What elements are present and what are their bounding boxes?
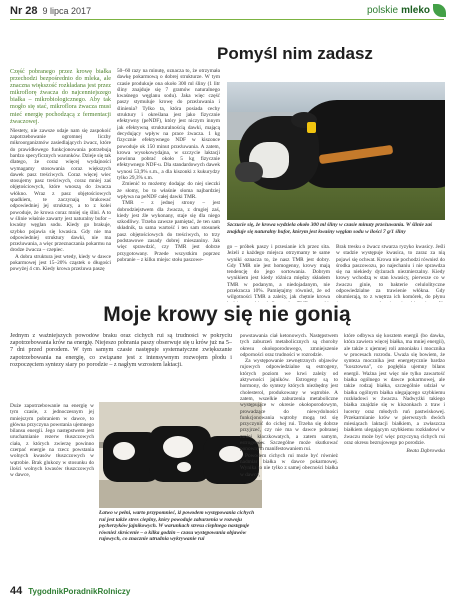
paragraph: 50–60 razy na minutę, oznacza to, że otrzymała dawkę pokarmową o dobrej strukturze. W tym czasie produkuje ona około 300 ml śliny (1 litr śliny znajduje się 7 gramów naturalnego kwaśnego węglanu sodu). Jaka więc część paszy stymuluje krowę do przeżuwania i ślinienia? Tylko ta, która posiada cechy struktury i określana jest jako fizycznie efektywny (peNDF), który jest niczym innym jak efektywną strukturalnością dawki, mającą decydujący wpływ na prace żwacza. 1 kg fizycznie efektywnego NDF w kiszonce powoduje ok 150 minut przeżuwania. A zatem, krowa wysokowydajna, w szczycie laktacji powinna pobrać około 5 kg fizycznie efektywnego NDF-u. Dla standardowych dawek wynosi 53,9% s.m., a dla kiszonki z kukurydzy tylko 29,3% s.m. — [117, 68, 220, 182]
paragraph: Zmienić to możemy dodając do niej sieczki ze słomy, bo to właśnie słoma najbardziej wpływa na peNDF całej dawki TMR. — [117, 181, 220, 200]
paragraph: TMR – z jednej strony – jest dobrodziejstwem dla żwacza, z drugiej zaś, kiedy jest źle wykonany, staje się dla niego szkodliwy. Trzeba zawsze pamiętać, że ten sam składnik, ta sama wartość i ten sam stosunek pasz objętościowych do treściwych, to trzy podstawowe zasady dobrej mieszaniny. Jak więc sprawdzić, czy TMR jest dobrze przygotowany. Przede wszystkim poprzez pobranie – z kilku miejsc stołu paszowe- — [117, 200, 220, 263]
section-brand — [367, 4, 446, 17]
article2-column-3 — [344, 333, 445, 581]
paragraph: które odbywa się kosztem energii (bo dawka, która zawiera więcej białka, ma mniej energii), ale także z ujemnej roli amoniaku i mocznika w procesach rozrodu. Uważa się bowiem, że synteza mocznika jest energetycznie bardzo "kosztowna", co pogłębia ujemny bilans energii. Ważna jest więc nie tylko zawartość białka ogólnego w dawce pokarmowej, ale także rodzaj białka, szczególnie udział w białku ogólnym białka ulegającego szybkiemu rozkładowi w żwaczu. Nadwyżki takiego białka znajdzie się w kiszonkach z traw i lucerny oraz młodych ruń pastwiskowej. Przekarmianie krów w pierwszych dwóch miesiącach laktacji białkiem, a zwłaszcza białkiem ulegającym szybkiemu rozkładowi w żwaczu może być więc przyczyną cichych rui oraz okresu bezrujowego po porodzie. — [344, 333, 445, 447]
paragraph: Powodem cichych rui może być również nadmiar białka w dawce pokarmowej. Wynika to nie tylko z samej obecności białka w dawce, — [240, 452, 338, 478]
article1-photo-caption: Szczucie się, że krowa wydziela około 300 ml śliny w czasie minuty przeżuwania. W ślinie zaś znajduje się naturalny bufor, którym jest kwaśny węglan sodu w ilości 7 g/1 śliny — [227, 222, 433, 235]
article2-photo-herd — [99, 402, 262, 508]
article2-signature: Beata Dąbrowska — [406, 448, 445, 455]
article2-title: Moje krowy się nie gonią — [103, 303, 351, 326]
article2-column-1 — [10, 403, 94, 581]
magazine-name: TygodnikPoradnikRolniczy — [28, 587, 131, 596]
ear-tag — [307, 122, 316, 133]
brand-word-2: mleko — [401, 5, 430, 16]
article1-lead — [10, 68, 111, 125]
header-divider — [10, 19, 444, 20]
article2-intro — [10, 333, 232, 401]
article1-column-2 — [117, 68, 220, 300]
paragraph: A dobra struktura jest wtedy, kiedy w dawce pokarmowej jest 15–20% cząstek o długości powyżej 4 cm. Kiedy krowa przeżuwa paszę — [10, 253, 111, 273]
paragraph: Duże zapotrzebowanie na energię w tym czasie, z jednoczesnym jej mniejszym pobraniem w dawce, to główna przyczyna powstania ujemnego bilansu energii. Jego następstwem jest uruchamianie rezerw tłuszczowych ciała, z których zwierzę powinno czerpać energie na rzecz powstania wolnych kwasów tłuszczowych w wątrobie. Brak glukozy w stosunku do ilości wolnych kwasów tłuszczowych w dawce, — [10, 403, 94, 479]
paragraph: Za występowanie zewnętrznych objawów rujowych odpowiedzialne są estrogeny, których poziom we krwi zależy od aktywności jajników. Estrogeny są to hormony, do syntezy których niezbędny jest cholesterol, produkowany w wątrobie. A zatem, wszelkie zaburzenia metaboliczne występujące w okresie okołoporodowym, prowadzące do niewydolności funkcjonowania wątroby mogą też się przyczynić do cichej rui. Trzeba się dobrze przyjrzeć, czy nie ma w dawce pobranej mniej kłaczkowatych, a zatem samym, estrogenów. Szczególne może skutkować ponownym manifestowaniem rui. — [240, 358, 338, 453]
paragraph: go – próbek paszy i przesianie ich przez sita. Jeżeli z każdego miejsca otrzymamy te same wyniki oznacza to, że nasz TMR jest dobry. Gdy TMR nie jest homogenny, krowy mają tendencję do jego sortowania. Dobrym wynikiem jest kiedy różnica między składem TMR w podanym, a niedojadanym, nie przekracza 10%. Pamiętajmy również, że od wilgotności TMR a zależy, jak chętnie krowa — [227, 244, 330, 301]
article1-column-3 — [227, 244, 330, 302]
paragraph: Niestety, nie zawsze udaje nam się zaspokoić zapotrzebowanie ogromnej liczby mikroorganizmów zasiedlających żwacz, które do prawidłowego funkcjonowania potrzebują bardzo specyficznych warunków. Dzieje się tak dlatego, że coraz więcej wydajności wymagamy stosowania coraz większych dawek pasz treściwych. Coraz więcej wiec stosujemy pasz treściwych, coraz mniej zaś objętościowych, które wnoszą do żwacza włókno. Wraz z pasz objętościowych spadkiem, te zaczynają brakować odpowiedniej jej struktury, a to z kolei powoduje, że krowa coraz mniej się ślini. A to w ślinie właśnie zawarty jest naturalny bufor – kwaśny węglan sodu. Kiedy go brakuje, szybko pojawia się kwasica. Gdy nie ma odpowiedniej struktury dawki, nie ma przeżuwania, a więc przeznaczania pokarmu na drodze żwacza – czepiec. — [10, 127, 111, 254]
article1-title: Pomyśl nim zadasz — [217, 44, 373, 63]
page-number: 44 — [10, 585, 23, 597]
page-footer — [10, 585, 130, 597]
brand-word-1: polskie — [366, 5, 399, 16]
article1-column-4 — [336, 244, 445, 302]
lead-paragraph: Część pobranego przez krowę białka przechodzi bezpośrednio do mleka, ale znaczna większość rozkładana jest przez mikroflorę żwacza do najcenniejszego białka – mikrobiologicznego. Aby tak mogło się stać, mikroflora żwacza musi mieć energię pochodzącą z fermentacji żwaczowej. — [10, 68, 111, 125]
page-header-left — [10, 5, 91, 17]
paragraph: powstawania ciał ketonowych. Następstwem tych zaburzeń metabolicznych są choroby okresu okołoporodowego, zmniejszenie odporności oraz trudności w rozrodzie. — [240, 333, 338, 358]
paragraph: Brak tresku o żwacz stwarza ryzyko kwasicy. Jeśli w stadzie występuje kwasica, to zaraz za nią pojawi się ochwat. Krowa nie pochodzi również do środka paszowozu, po najechaniu i nie sprawdza się na niekiedy dyżurach niezmierzalny. Kiedy krowy wchodzą w stan kwasicy, pierwsze co w żwaczu ginie, to bakterie celulolityczne odpowiedzialne za trawienie włókna. Gdy obumierają, to z wnętrza ich komórek, do płynu — [336, 244, 445, 301]
article2-column-2 — [240, 333, 338, 581]
article1-column-1 — [10, 68, 111, 300]
issue-date: 9 lipca 2017 — [42, 6, 92, 16]
article2-photo-caption: Łatwo w pełni, warto przypomnieć, iż powodem występowania cichych rui jest także stres cieplny, który powoduje zaburzenia w rozwoju pęcherzyków jajnikowych. W warunkach stresu cieplnego następuje również skrócenie – o kilka godzin – czasu występowania objawów rujowych, co znacznie utrudnia wykrywanie rui — [99, 510, 255, 543]
leaf-icon — [433, 4, 446, 17]
issue-number: Nr 28 — [10, 5, 38, 17]
paragraph: Jednym z ważniejszych powodów braku oraz cichych rui są trudności w pokryciu zapotrzebowania krów na energię. Niejeszo pobrania paszy obserwuje się u krów już na 5–7 dni przed porodem. W tym samym czasie następuje systematyczne zwiększanie zapotrzebowania na energię, co związane jest z intensywnym rozwojem płodu i rozpoczęciem syntezy siary po porodzie – z nagłym wzrostem laktacji. — [10, 333, 232, 368]
article1-photo-cow — [227, 82, 445, 220]
